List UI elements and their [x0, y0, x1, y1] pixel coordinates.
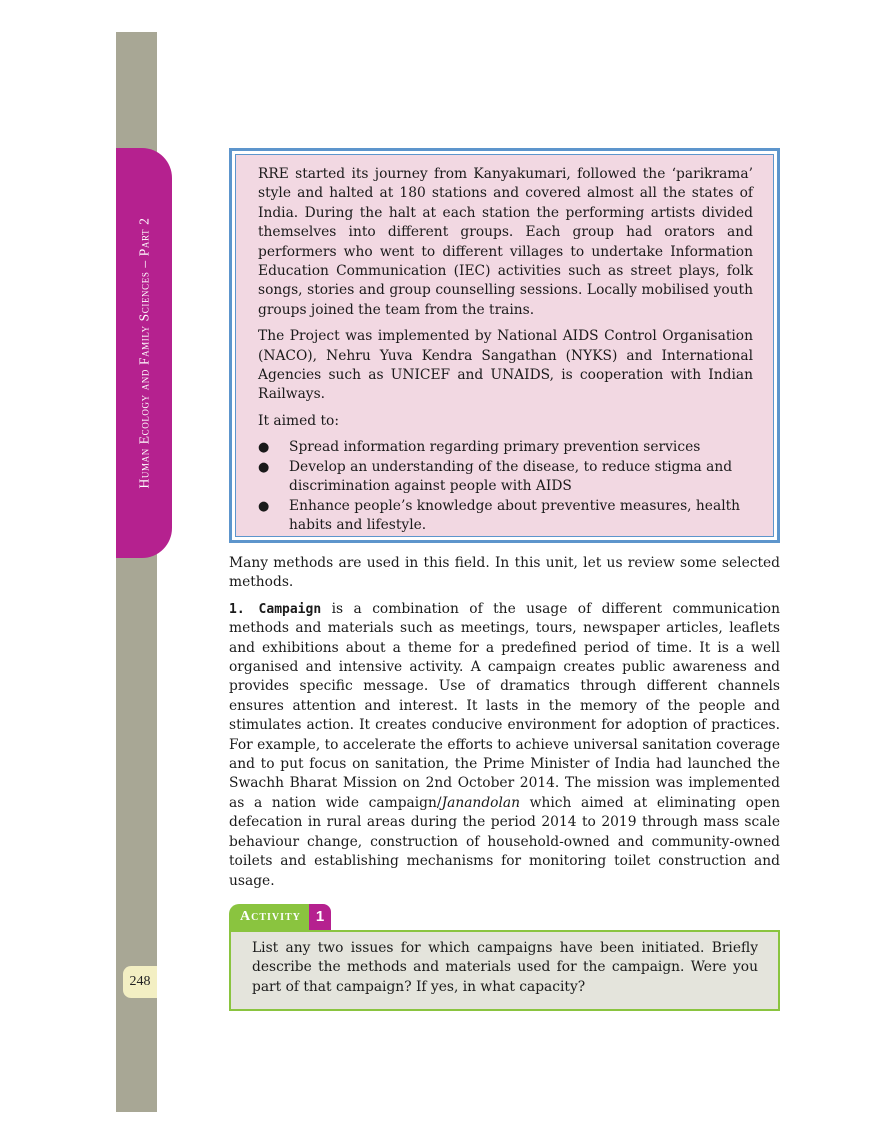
campaign-italic-term: Janandolan [441, 794, 520, 811]
activity-label-text: Activity [229, 904, 309, 930]
running-title: Human Ecology and Family Sciences – Part 2 [136, 217, 151, 489]
activity-box [229, 930, 780, 1011]
box-paragraph: It aimed to: [258, 412, 339, 429]
campaign-term: 1. Campaign [229, 601, 322, 617]
aims-list [258, 438, 753, 535]
campaign-text-part-1: is a combination of the usage of different communication methods and materials such as meetings, tours, newspaper articles, leaflets and exhibitions about a theme for a predefined period of time. It is a well organised and intensive activity. A campaign creates public awareness and provides specific message. Use of dramatics through different channels ensures attention and interest. It lasts in the memory of the people and stimulates action. It creates conducive environment for adoption of practices. For example, to accelerate the efforts to achieve universal sanitation coverage and to put focus on sanitation, the Prime Minister of India had launched the Swachh Bharat Mission on 2nd October 2014. The mission was implemented as a nation wide campaign/ [229, 600, 780, 811]
list-item [258, 497, 753, 536]
box-paragraph: RRE started its journey from Kanyakumari, followed the ‘parikrama’ style and halted at 180 stations and covered almost all the states of India. During the halt at each station the performing artists divided themselves into different groups. Each group had orators and performers who went to different villages to undertake Information Education Communication (IEC) activities such as street plays, folk songs, stories and group counselling sessions. Locally mobilised youth groups joined the team from the trains. [258, 166, 753, 318]
list-item-text: Enhance people’s knowledge about preventive measures, health habits and lifestyle. [289, 497, 741, 533]
bullet-icon: ● [258, 498, 270, 514]
info-box [229, 148, 780, 543]
activity-label [229, 904, 331, 930]
campaign-text-part-2: which aimed at eliminating open defecation in rural areas during the period 2014 to 2019 through mass scale behaviour change, construction of household-owned and community-owned toilets and establishing mechanisms for monitoring toilet construction and usage. [229, 794, 780, 889]
list-item-text: Spread information regarding primary prevention services [289, 439, 701, 456]
page-number: 248 [123, 966, 157, 998]
info-box-inner [235, 154, 774, 537]
activity-text: List any two issues for which campaigns have been initiated. Briefly describe the methods and materials used for the campaign. Were you part of that campaign? If yes, in what capacity? [252, 940, 758, 995]
box-paragraph: The Project was implemented by National AIDS Control Organisation (NACO), Nehru Yuva Kendra Sangathan (NYKS) and International Agencies such as UNICEF and UNAIDS, is cooperation with Indian Railways. [258, 328, 753, 403]
intro-paragraph: Many methods are used in this field. In this unit, let us review some selected methods. [229, 555, 780, 591]
campaign-paragraph [229, 600, 780, 891]
bullet-icon: ● [258, 440, 270, 456]
list-item [258, 438, 753, 457]
activity-number: 1 [309, 904, 331, 930]
running-title-container [116, 148, 172, 558]
list-item-text: Develop an understanding of the disease, to reduce stigma and discrimination against people with AIDS [289, 458, 733, 495]
bullet-icon: ● [258, 459, 270, 475]
main-text [229, 554, 780, 898]
list-item [258, 458, 753, 497]
